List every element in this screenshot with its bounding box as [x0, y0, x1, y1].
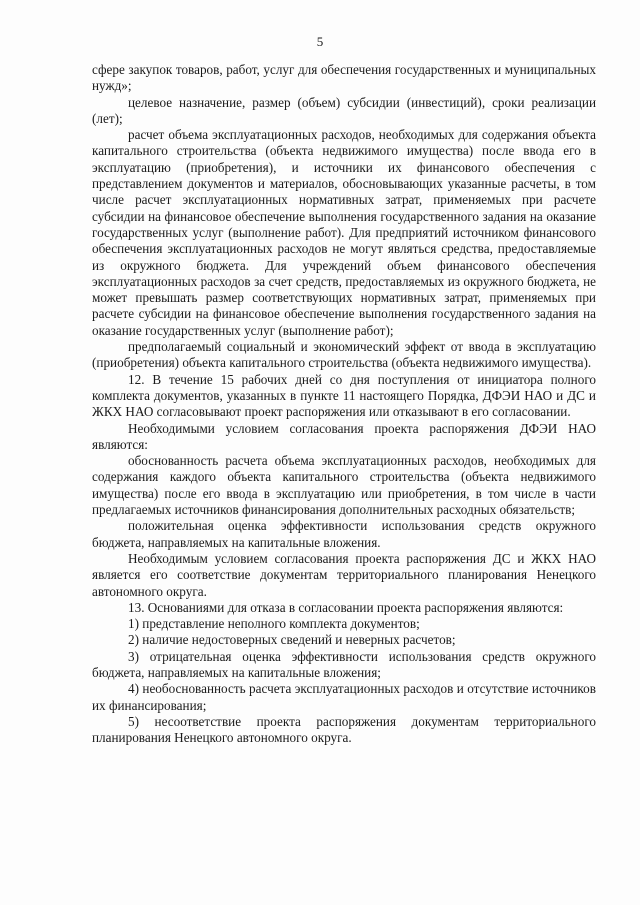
- paragraph: расчет объема эксплуатационных расходов, необходимых для содержания объекта капитального строительства (объекта недвижимого имущества) после ввода его в эксплуатацию (приобретения), и источники их финансового обеспечения с представлением документов и материалов, обосновывающих указанные расчеты, в том числе расчет эксплуатационных нормативных затрат, применяемых при расчете субсидии на финансовое обеспечение выполнения государственного задания на оказание государственных услуг (выполнение работ). Для предприятий источником финансового обеспечения эксплуатационных расходов не могут являться средства, предоставляемые из окружного бюджета. Для учреждений объем финансового обеспечения эксплуатационных расходов за счет средств, предоставляемых из окружного бюджета, не может превышать размер соответствующих нормативных затрат, применяемых при расчете субсидии на финансовое обеспечение выполнения государственного задания на оказание государственных услуг (выполнение работ);: [92, 127, 596, 338]
- paragraph: предполагаемый социальный и экономический эффект от ввода в эксплуатацию (приобретения) объекта капитального строительства (объекта недвижимого имущества).: [92, 339, 596, 371]
- paragraph: сфере закупок товаров, работ, услуг для обеспечения государственных и муниципальных нужд»;: [92, 62, 596, 94]
- paragraph: 13. Основаниями для отказа в согласовании проекта распоряжения являются:: [128, 599, 564, 615]
- list-item: 1) представление неполного комплекта документов;: [128, 616, 420, 632]
- paragraph: Необходимым условием согласования проекта распоряжения ДС и ЖКХ НАО является его соответствие документам территориального планирования Ненецкого автономного округа.: [92, 550, 596, 599]
- paragraph: Необходимыми условием согласования проекта распоряжения ДФЭИ НАО являются:: [92, 420, 596, 452]
- paragraph: обоснованность расчета объема эксплуатационных расходов, необходимых для содержания каждого объекта капитального строительства (объекта недвижимого имущества) после его ввода в эксплуатацию или приобретения, в том числе в части предлагаемых источников финансирования дополнительных расходных обязательств;: [92, 453, 596, 518]
- list-item: 5) несоответствие проекта распоряжения документам территориального планирования Ненецкого автономного округа.: [92, 713, 596, 746]
- list-item: 4) необоснованность расчета эксплуатационных расходов и отсутствие источников их финансирования;: [92, 681, 596, 713]
- document-body: [92, 62, 596, 746]
- paragraph: 12. В течение 15 рабочих дней со дня поступления от инициатора полного комплекта документов, указанных в пункте 11 настоящего Порядка, ДФЭИ НАО и ДС и ЖКХ НАО согласовывают проект распоряжения или отказывают в его согласовании.: [92, 371, 596, 420]
- paragraph: положительная оценка эффективности использования средств окружного бюджета, направляемых на капитальные вложения.: [92, 518, 596, 550]
- paragraph: целевое назначение, размер (объем) субсидии (инвестиций), сроки реализации (лет);: [92, 94, 596, 126]
- page-number: 5: [316, 34, 324, 49]
- list-item: 3) отрицательная оценка эффективности использования средств окружного бюджета, направляемых на капитальные вложения;: [92, 648, 596, 680]
- list-item: 2) наличие недостоверных сведений и неверных расчетов;: [128, 632, 456, 648]
